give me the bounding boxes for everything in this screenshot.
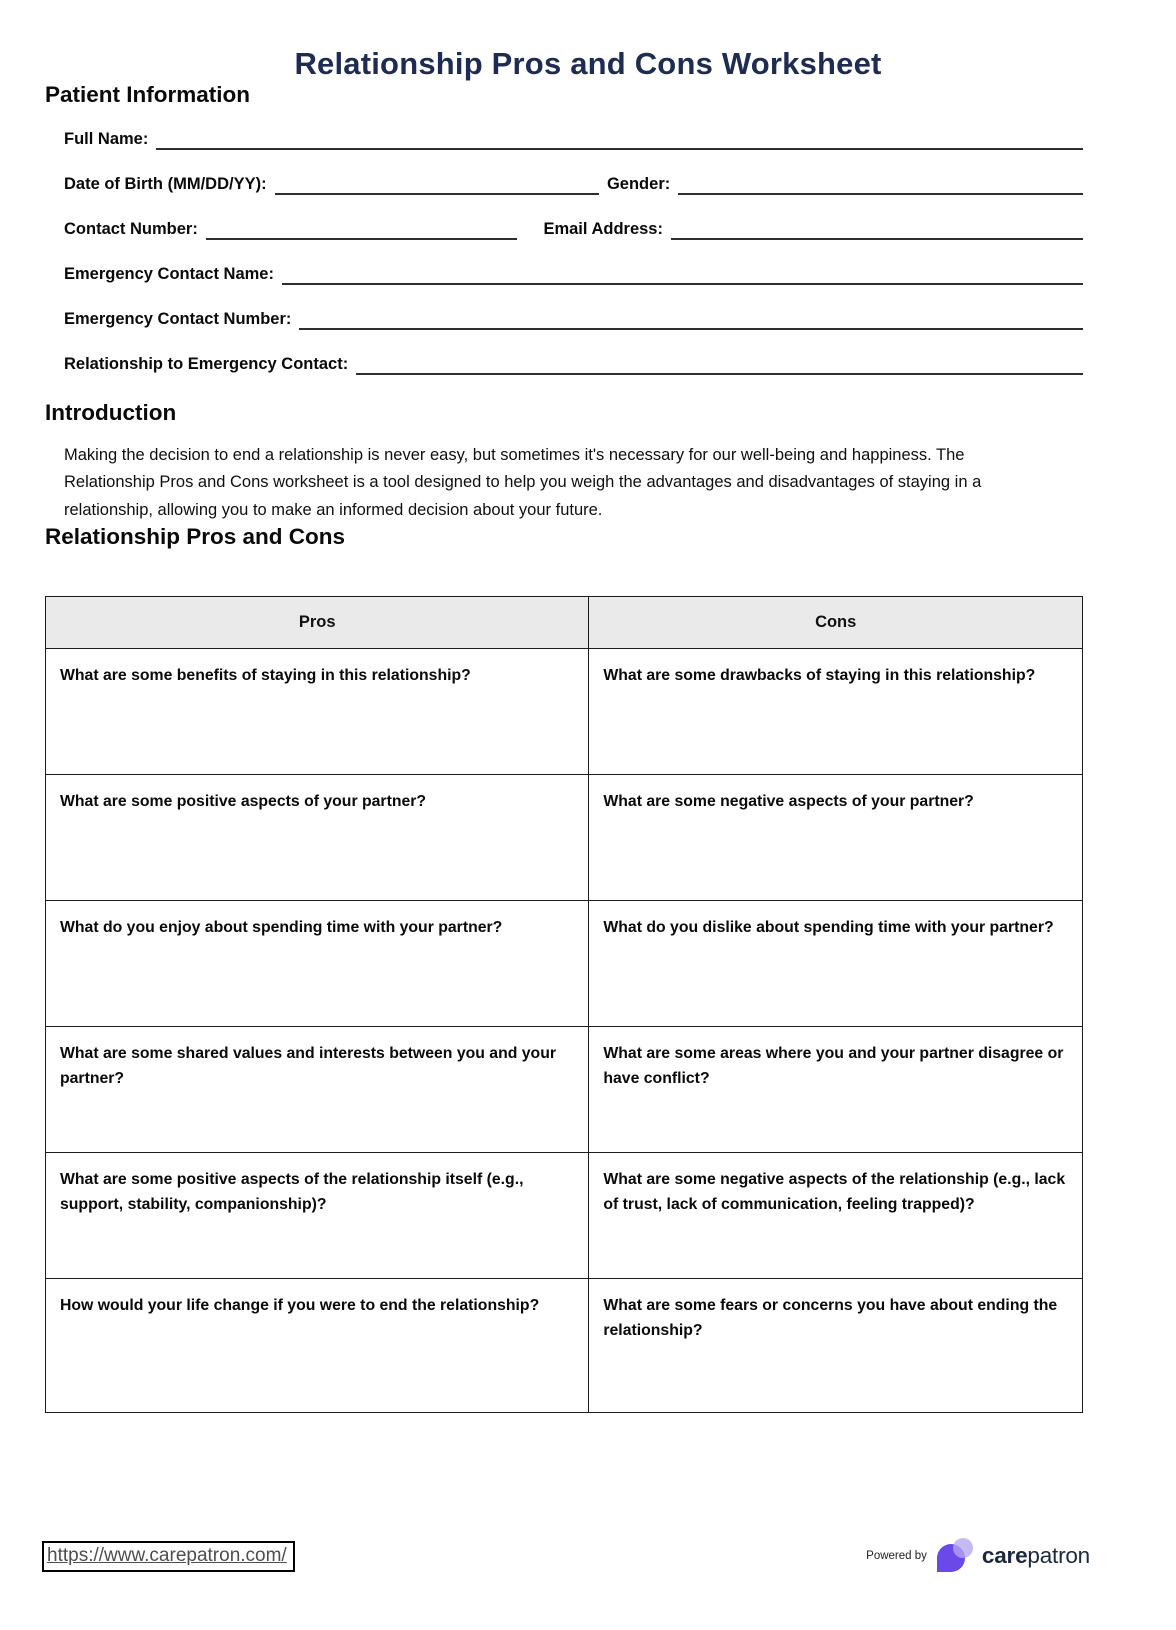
introduction-heading: Introduction	[45, 400, 177, 425]
field-row	[64, 355, 1083, 375]
page-title: Relationship Pros and Cons Worksheet	[294, 46, 882, 81]
field-row	[64, 220, 1083, 240]
full-name-label: Full Name:	[64, 130, 149, 148]
full-name-input-line[interactable]	[156, 130, 1083, 150]
pros-question-6: How would your life change if you were to end the relationship?	[60, 1297, 540, 1315]
patient-information-fields	[45, 130, 1083, 375]
cons-answer-cell-5[interactable]	[589, 1153, 1083, 1279]
carepatron-link[interactable]: https://www.carepatron.com/	[42, 1541, 295, 1572]
field-row	[64, 130, 1083, 150]
powered-by-block	[866, 1538, 1090, 1574]
cons-question-6: What are some fears or concerns you have about ending the relationship?	[603, 1297, 1058, 1339]
cons-question-5: What are some negative aspects of the relationship (e.g., lack of trust, lack of communication, feeling trapped)?	[603, 1171, 1066, 1213]
relationship-to-emergency-contact-input-line[interactable]	[356, 355, 1083, 375]
emergency-contact-number-field	[64, 310, 1083, 330]
relationship-to-emergency-contact-label: Relationship to Emergency Contact:	[64, 355, 349, 373]
pros-question-4: What are some shared values and interests between you and your partner?	[60, 1045, 556, 1087]
email-address-label: Email Address:	[543, 220, 663, 238]
gender-input-line[interactable]	[678, 175, 1083, 195]
gender-label: Gender:	[606, 175, 671, 193]
cons-column-header: Cons	[589, 597, 1083, 649]
gender-field	[607, 175, 1083, 195]
table-row	[46, 775, 1083, 901]
patient-information-heading: Patient Information	[45, 82, 251, 107]
pros-answer-cell-5[interactable]	[46, 1153, 589, 1279]
field-row	[64, 265, 1083, 285]
pros-answer-cell-4[interactable]	[46, 1027, 589, 1153]
table-row	[46, 1279, 1083, 1413]
cons-answer-cell-4[interactable]	[589, 1027, 1083, 1153]
pros-question-5: What are some positive aspects of the relationship itself (e.g., support, stability, companionship)?	[60, 1171, 524, 1213]
pros-question-2: What are some positive aspects of your partner?	[60, 793, 427, 811]
field-row	[64, 175, 1083, 195]
table-row	[46, 1027, 1083, 1153]
cons-answer-cell-1[interactable]	[589, 649, 1083, 775]
contact-number-input-line[interactable]	[206, 220, 518, 240]
table-row	[46, 1153, 1083, 1279]
contact-number-field	[64, 220, 517, 240]
pros-answer-cell-1[interactable]	[46, 649, 589, 775]
field-row	[64, 310, 1083, 330]
pros-cons-heading: Relationship Pros and Cons	[45, 524, 346, 550]
contact-number-label: Contact Number:	[64, 220, 198, 238]
cons-question-1: What are some drawbacks of staying in this relationship?	[603, 667, 1036, 685]
pros-answer-cell-6[interactable]	[46, 1279, 589, 1413]
page-content	[0, 82, 1176, 1413]
date-of-birth-field	[64, 175, 599, 195]
pros-question-1: What are some benefits of staying in this relationship?	[60, 667, 471, 685]
relationship-to-emergency-contact-field	[64, 355, 1083, 375]
pros-question-3: What do you enjoy about spending time with your partner?	[60, 919, 503, 937]
cons-answer-cell-6[interactable]	[589, 1279, 1083, 1413]
email-address-field	[543, 220, 1083, 240]
carepatron-logo-icon	[937, 1538, 974, 1574]
table-row	[46, 901, 1083, 1027]
cons-answer-cell-3[interactable]	[589, 901, 1083, 1027]
date-of-birth-input-line[interactable]	[275, 175, 599, 195]
table-row	[46, 649, 1083, 775]
cons-question-3: What do you dislike about spending time with your partner?	[603, 919, 1054, 937]
cons-question-2: What are some negative aspects of your partner?	[603, 793, 974, 811]
carepatron-wordmark	[982, 1543, 1090, 1569]
cons-question-4: What are some areas where you and your partner disagree or have conflict?	[603, 1045, 1064, 1087]
pros-answer-cell-2[interactable]	[46, 775, 589, 901]
emergency-contact-number-label: Emergency Contact Number:	[64, 310, 292, 328]
emergency-contact-name-field	[64, 265, 1083, 285]
wordmark-patron: patron	[1027, 1543, 1090, 1568]
date-of-birth-label: Date of Birth (MM/DD/YY):	[64, 175, 267, 193]
emergency-contact-number-input-line[interactable]	[299, 310, 1083, 330]
pros-answer-cell-3[interactable]	[46, 901, 589, 1027]
introduction-paragraph: Making the decision to end a relationship is never easy, but sometimes it's necessary for our well-being and happiness. The Relationship Pros and Cons worksheet is a tool designed to help you weigh the advantages and disadvantages of staying in a relationship, allowing you to make an informed decision about your future.	[64, 446, 982, 519]
pros-cons-table	[45, 596, 1083, 1413]
pros-column-header: Pros	[46, 597, 589, 649]
logo-blob-light	[953, 1538, 973, 1558]
powered-by-label: Powered by	[866, 1550, 927, 1562]
emergency-contact-name-label: Emergency Contact Name:	[64, 265, 274, 283]
full-name-field	[64, 130, 1083, 150]
email-address-input-line[interactable]	[671, 220, 1083, 240]
wordmark-care: care	[981, 1543, 1028, 1568]
cons-answer-cell-2[interactable]	[589, 775, 1083, 901]
emergency-contact-name-input-line[interactable]	[282, 265, 1083, 285]
